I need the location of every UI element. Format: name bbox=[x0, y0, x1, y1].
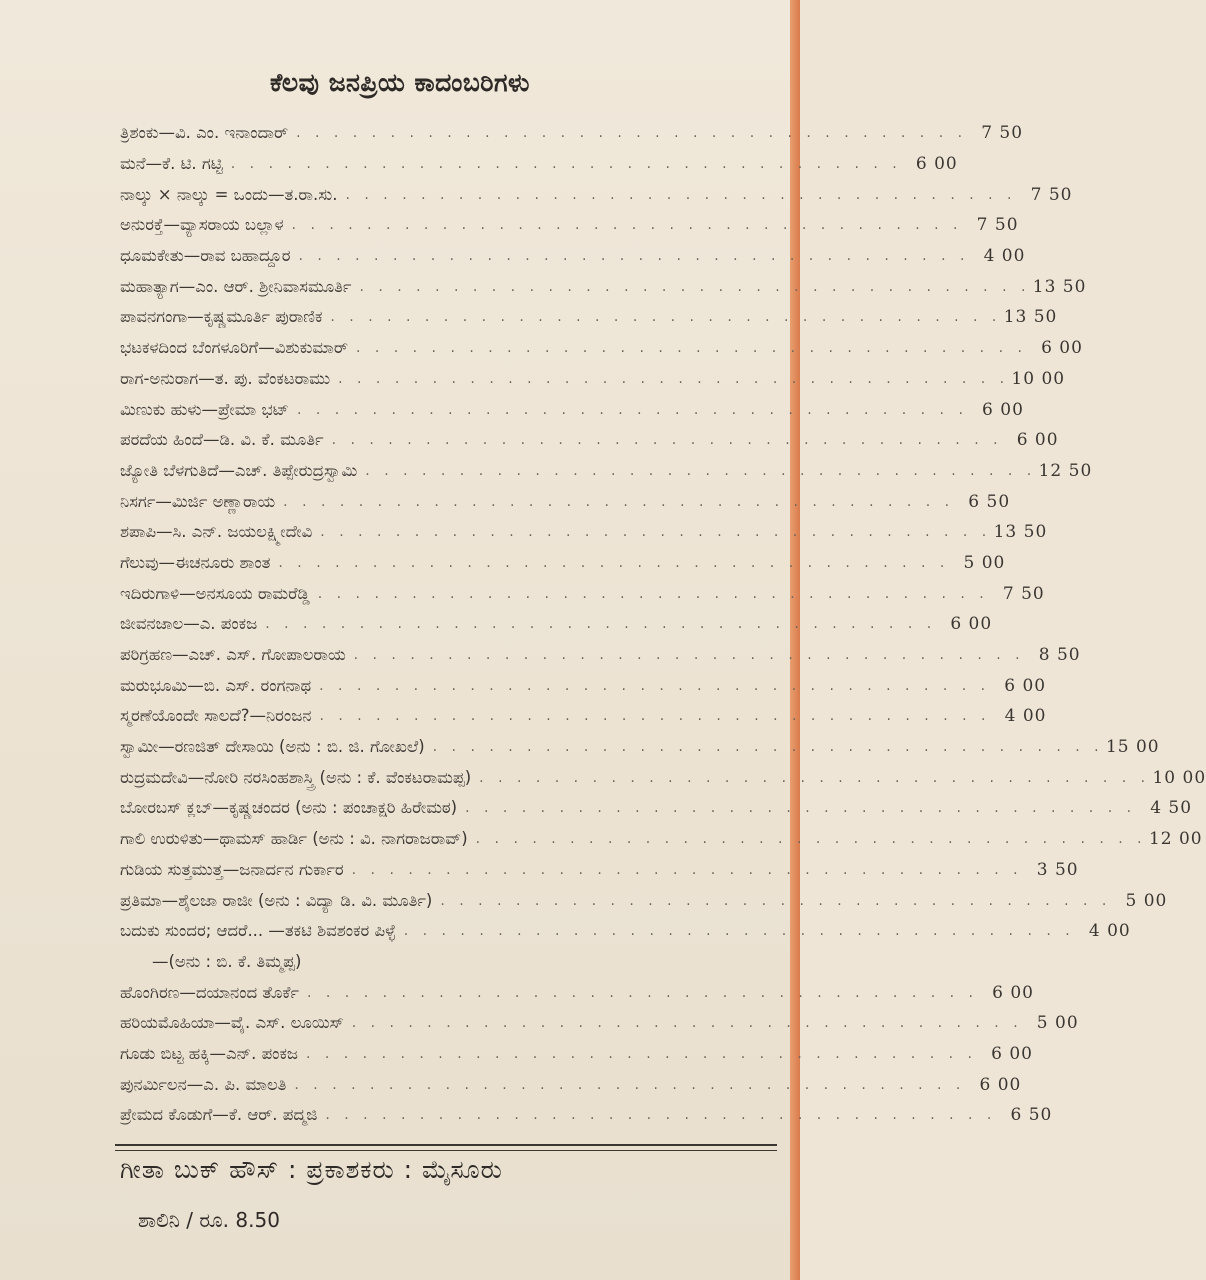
list-item bbox=[118, 1008, 1079, 1039]
list-item bbox=[118, 640, 1081, 671]
book-price: 4 00 bbox=[1088, 921, 1131, 942]
list-item bbox=[118, 271, 1087, 302]
list-item bbox=[118, 916, 1131, 947]
book-title: ಸ್ವಾಮೀ—ರಣಜಿತ್ ದೇಸಾಯಿ (ಅನು : ಬಿ. ಜಿ. ಗೋಖಲೆ) bbox=[120, 737, 425, 757]
list-item bbox=[118, 241, 1026, 272]
book-price: 7 50 bbox=[976, 215, 1019, 236]
book-title: ಬದುಕು ಸುಂದರ; ಆದರೆ... —ತಕಟಿ ಶಿವಶಂಕರ ಪಿಳ್ಳೆ bbox=[120, 921, 396, 941]
leader-dots bbox=[432, 893, 1111, 909]
list-item bbox=[118, 824, 1203, 855]
book-price: 12 50 bbox=[1038, 460, 1093, 481]
leader-dots bbox=[344, 1015, 1023, 1031]
list-item bbox=[118, 885, 1168, 916]
leader-dots bbox=[357, 463, 1036, 479]
book-price: 7 50 bbox=[1030, 184, 1073, 205]
book-title: ಪ್ರೇಮದ ಕೊಡುಗೆ—ಕೆ. ಆರ್. ಪದ್ಮಜಿ bbox=[120, 1105, 318, 1125]
list-item bbox=[118, 855, 1079, 886]
leader-dots bbox=[270, 555, 949, 571]
list-item bbox=[118, 609, 993, 640]
book-title: ಹೊಂಗಿರಣ—ದಯಾನಂದ ತೊರ್ಕೆ bbox=[120, 982, 299, 1002]
leader-dots bbox=[425, 739, 1104, 755]
leader-dots bbox=[396, 923, 1075, 939]
list-item bbox=[118, 118, 1024, 149]
book-price: 6 00 bbox=[950, 614, 993, 635]
book-price: 4 00 bbox=[1004, 706, 1047, 727]
list-item bbox=[118, 1039, 1033, 1070]
leader-dots bbox=[317, 1107, 996, 1123]
book-title: —(ಅನು : ಬಿ. ಕೆ. ತಿಮ್ಮಪ್ಪ) bbox=[152, 951, 302, 971]
leader-dots bbox=[311, 678, 990, 694]
book-price: 10 00 bbox=[1011, 368, 1066, 389]
book-price: 4 50 bbox=[1150, 798, 1193, 819]
list-item bbox=[118, 210, 1019, 241]
leader-dots bbox=[312, 524, 991, 540]
book-title: ಜ್ಯೋತಿ ಬೆಳಗುತಿದೆ—ಎಚ್. ತಿಪ್ಪೇರುದ್ರಸ್ವಾಮಿ bbox=[120, 460, 358, 480]
book-price: 13 50 bbox=[1003, 307, 1058, 328]
book-price: 6 00 bbox=[982, 399, 1024, 420]
book-price: 3 50 bbox=[1036, 859, 1079, 880]
leader-dots bbox=[288, 125, 967, 141]
book-price-line: ಶಾಲಿನಿ / ರೂ. 8.50 bbox=[138, 1208, 280, 1232]
list-item bbox=[118, 149, 958, 180]
book-title: ಜೀವನಜಾಲ—ಎ. ಪಂಕಜ bbox=[120, 614, 258, 634]
list-item bbox=[118, 670, 1047, 701]
list-item bbox=[118, 302, 1058, 333]
leader-dots bbox=[311, 708, 990, 724]
list-item bbox=[118, 762, 1206, 793]
leader-dots bbox=[322, 309, 1001, 325]
book-price: 6 50 bbox=[968, 491, 1011, 512]
book-title: ಹರಿಯಮೊಹಿಯಾ—ವೈ. ಎಸ್. ಲೂಯಿಸ್ bbox=[120, 1013, 344, 1033]
book-price: 5 00 bbox=[963, 552, 1006, 573]
publisher-line: ಗೀತಾ ಬುಕ್ ಹೌಸ್ : ಪ್ರಕಾಶಕರು : ಮೈಸೂರು bbox=[120, 1155, 503, 1184]
book-price: 5 00 bbox=[1125, 890, 1168, 911]
leader-dots bbox=[457, 800, 1136, 816]
leader-dots bbox=[344, 862, 1023, 878]
book-title: ಗೂಡು ಬಿಟ್ಟ ಹಕ್ಕಿ—ಎನ್. ಪಂಕಜ bbox=[120, 1043, 298, 1063]
list-item bbox=[118, 364, 1066, 395]
book-price: 7 50 bbox=[981, 123, 1024, 144]
book-title: ಪರದೆಯ ಹಿಂದೆ—ಡಿ. ವಿ. ಕೆ. ಮೂರ್ತಿ bbox=[120, 430, 324, 450]
book-title: ಪರಿಗ್ರಹಣ—ಎಚ್. ಎಸ್. ಗೋಪಾಲರಾಯ bbox=[120, 645, 346, 665]
book-price: 4 00 bbox=[983, 246, 1026, 267]
book-price: 6 50 bbox=[1010, 1105, 1053, 1126]
book-price: 6 00 bbox=[979, 1074, 1022, 1095]
book-price: 10 00 bbox=[1152, 767, 1206, 788]
leader-dots bbox=[330, 371, 1009, 387]
book-title: ಧೂಮಕೇತು—ರಾವ ಬಹಾದ್ದೂರ bbox=[120, 246, 291, 266]
book-title: ಪಾವನಗಂಗಾ—ಕೃಷ್ಣಮೂರ್ತಿ ಪುರಾಣಿಕ bbox=[120, 307, 323, 327]
list-item bbox=[118, 425, 1059, 456]
leader-dots bbox=[289, 402, 968, 418]
book-title: ಇದಿರುಗಾಳಿ—ಅನಸೂಯ ರಾಮರೆಡ್ಡಿ bbox=[120, 583, 310, 603]
list-item bbox=[118, 732, 1160, 763]
leader-dots bbox=[257, 616, 936, 632]
leader-dots bbox=[298, 1046, 977, 1062]
book-title: ಅನುರಕ್ತೆ—ವ್ಯಾಸರಾಯ ಬಲ್ಲಾಳ bbox=[120, 215, 284, 235]
book-title: ರಾಗ-ಅನುರಾಗ—ತ. ಪು. ವೆಂಕಟರಾಮು bbox=[120, 368, 331, 388]
book-title: ಮಹಾತ್ಯಾಗ—ಎಂ. ಆರ್. ಶ್ರೀನಿವಾಸಮೂರ್ತಿ bbox=[120, 276, 352, 296]
list-item bbox=[118, 701, 1047, 732]
book-title: ತ್ರಿಶಂಕು—ವಿ. ಎಂ. ಇನಾಂದಾರ್ bbox=[120, 123, 289, 143]
list-item bbox=[118, 179, 1073, 210]
book-price: 5 00 bbox=[1036, 1013, 1079, 1034]
book-title: ಮಿಣುಕು ಹುಳು—ಪ್ರೇಮಾ ಭಟ್ bbox=[120, 399, 289, 419]
book-title: ಮರುಭೂಮಿ—ಬಿ. ಎಸ್. ರಂಗನಾಥ bbox=[120, 675, 312, 695]
book-title: ನಾಲ್ಕು × ನಾಲ್ಕು = ಒಂದು—ತ.ರಾ.ಸು. bbox=[120, 184, 338, 204]
leader-dots bbox=[468, 831, 1147, 847]
book-title: ಭಟಕಳದಿಂದ ಬೆಂಗಳೂರಿಗೆ—ವಿಶುಕುಮಾರ್ bbox=[120, 338, 348, 358]
book-title: ಶಪಾಪಿ—ಸಿ. ಎನ್. ಜಯಲಕ್ಷ್ಮೀದೇವಿ bbox=[120, 522, 313, 542]
divider-rule bbox=[115, 1144, 777, 1151]
book-title: ಗೆಲುವು—ಈಚನೂರು ಶಾಂತ bbox=[120, 552, 271, 572]
book-title: ಬೋರಬಸ್ ಕ್ಲಬ್—ಕೃಷ್ಣಚಂದರ (ಅನು : ಪಂಚಾಕ್ಷರಿ ಹಿರೇಮಠ) bbox=[120, 798, 458, 818]
book-title: ಮನೆ—ಕೆ. ಟಿ. ಗಟ್ಟಿ bbox=[120, 154, 223, 174]
book-price: 6 00 bbox=[1041, 338, 1083, 359]
list-item bbox=[118, 486, 1011, 517]
book-price: 13 50 bbox=[1032, 276, 1087, 297]
book-price: 15 00 bbox=[1105, 737, 1160, 758]
list-item bbox=[118, 793, 1193, 824]
leader-dots bbox=[338, 187, 1017, 203]
list-item bbox=[118, 333, 1083, 364]
book-price: 6 00 bbox=[915, 154, 958, 175]
list-item bbox=[118, 1069, 1022, 1100]
book-price: 6 00 bbox=[992, 982, 1034, 1003]
leader-dots bbox=[275, 494, 954, 510]
book-price: 13 50 bbox=[993, 522, 1048, 543]
list-item bbox=[118, 977, 1034, 1008]
book-price: 12 00 bbox=[1148, 829, 1203, 850]
leader-dots bbox=[310, 586, 989, 602]
leader-dots bbox=[223, 156, 902, 172]
list-item bbox=[118, 578, 1045, 609]
list-item bbox=[118, 1100, 1053, 1131]
book-title: ಗಾಲಿ ಉರುಳಿತು—ಥಾಮಸ್ ಹಾರ್ಡಿ (ಅನು : ವಿ. ನಾಗರಾಜರಾವ್) bbox=[120, 829, 468, 849]
book-title: ರುದ್ರಮದೇವಿ—ನೋರಿ ನರಸಿಂಹಶಾಸ್ತ್ರಿ (ಅನು : ಕೆ. ವೆಂಕಟರಾಮಪ್ಪ) bbox=[120, 767, 472, 787]
leader-dots bbox=[348, 340, 1027, 356]
leader-dots bbox=[290, 248, 969, 264]
book-title: ಪುನರ್ಮಿಲನ—ಎ. ಪಿ. ಮಾಲತಿ bbox=[120, 1074, 287, 1094]
book-price: 6 00 bbox=[1004, 675, 1047, 696]
book-title: ಪ್ರತಿಮಾ—ಶೈಲಜಾ ರಾಜೀ (ಅನು : ವಿದ್ಯಾ ಡಿ. ವಿ. ಮೂರ್ತಿ) bbox=[120, 890, 433, 910]
leader-dots bbox=[284, 217, 963, 233]
list-item bbox=[118, 548, 1006, 579]
page-heading: ಕೆಲವು ಜನಪ್ರಿಯ ಕಾದಂಬರಿಗಳು bbox=[269, 68, 530, 97]
list-item bbox=[118, 456, 1093, 487]
book-title: ಗುಡಿಯ ಸುತ್ತಮುತ್ತ—ಜನಾರ್ದನ ಗುರ್ಕಾರ bbox=[120, 859, 344, 879]
leader-dots bbox=[471, 770, 1150, 786]
leader-dots bbox=[346, 647, 1025, 663]
leader-dots bbox=[299, 985, 978, 1001]
book-price: 6 00 bbox=[991, 1043, 1033, 1064]
book-price: 6 00 bbox=[1016, 430, 1059, 451]
book-list bbox=[118, 118, 1206, 1131]
list-item bbox=[118, 517, 1048, 548]
list-item-continuation bbox=[118, 947, 774, 978]
list-item bbox=[118, 394, 1024, 425]
leader-dots bbox=[286, 1077, 965, 1093]
book-title: ನಿಸರ್ಗ—ಮಿರ್ಜಿ ಅಣ್ಣಾರಾಯ bbox=[120, 491, 276, 511]
book-price: 8 50 bbox=[1038, 645, 1081, 666]
leader-dots bbox=[351, 279, 1030, 295]
leader-dots bbox=[324, 432, 1003, 448]
book-price: 7 50 bbox=[1002, 583, 1045, 604]
book-title: ಸ್ಮರಣೆಯೊಂದೇ ಸಾಲದೆ?—ನಿರಂಜನ bbox=[120, 706, 312, 726]
